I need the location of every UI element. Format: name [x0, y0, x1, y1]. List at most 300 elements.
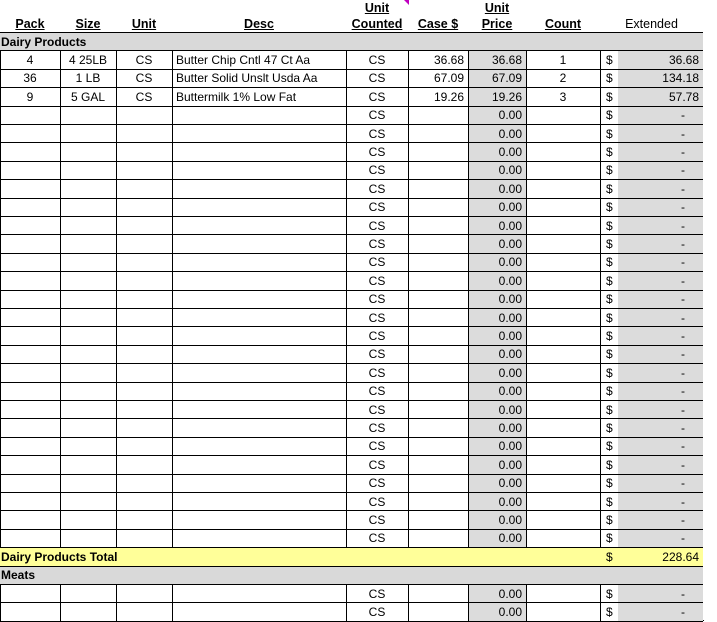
grid-line	[468, 199, 469, 216]
grid-line	[172, 401, 173, 418]
grid-line	[526, 88, 527, 105]
grid-line	[116, 180, 117, 197]
grid-line	[600, 585, 601, 602]
empty-item-row	[0, 530, 703, 548]
pack-cell[interactable]: 36	[23, 71, 37, 86]
grid-line	[346, 475, 347, 492]
grid-line	[600, 493, 601, 510]
grid-line	[468, 346, 469, 363]
unit-counted-cell[interactable]: CS	[368, 163, 386, 178]
section-meats	[0, 567, 703, 585]
grid-line	[600, 364, 601, 381]
grid-line	[408, 327, 409, 344]
unit-counted-cell[interactable]: CS	[368, 255, 386, 270]
grid-line	[526, 235, 527, 252]
grid-line	[408, 162, 409, 179]
grid-line	[346, 585, 347, 602]
unit-price-cell[interactable]: 67.09	[491, 71, 522, 86]
grid-line	[468, 603, 469, 620]
extended-cell[interactable]: -	[681, 439, 685, 454]
grid-line	[468, 235, 469, 252]
grid-line	[526, 603, 527, 620]
grid-line	[408, 272, 409, 289]
unit-counted-cell[interactable]: CS	[368, 89, 386, 104]
grid-line	[116, 456, 117, 473]
grid-line	[600, 217, 601, 234]
size-cell[interactable]: 5 GAL	[70, 89, 106, 104]
dairy-total-row	[0, 548, 703, 566]
grid-line	[526, 511, 527, 528]
grid-line	[408, 51, 409, 68]
grid-line	[346, 199, 347, 216]
grid-line	[172, 419, 173, 436]
unit-price-cell[interactable]: 0.00	[498, 292, 522, 307]
unit-price-cell[interactable]: 0.00	[498, 605, 522, 620]
unit-counted-cell[interactable]: CS	[368, 439, 386, 454]
grid-line	[346, 401, 347, 418]
unit-counted-cell[interactable]: CS	[368, 237, 386, 252]
col-header-unit-price-line2[interactable]: Price	[481, 17, 513, 31]
dairy-total-value[interactable]: 228.64	[662, 549, 699, 564]
grid-line	[60, 254, 61, 271]
grid-line	[600, 603, 601, 620]
extended-cell[interactable]: -	[681, 329, 685, 344]
grid-line	[0, 511, 1, 528]
empty-item-row	[0, 107, 703, 125]
grid-line	[60, 511, 61, 528]
grid-line	[526, 419, 527, 436]
col-header-unit-counted-line2[interactable]: Counted	[351, 17, 403, 31]
unit-price-cell[interactable]: 36.68	[491, 53, 522, 68]
grid-line	[172, 107, 173, 124]
empty-item-row	[0, 180, 703, 198]
extended-cell[interactable]: -	[681, 347, 685, 362]
grid-line	[600, 401, 601, 418]
grid-line	[0, 235, 1, 252]
empty-item-row	[0, 493, 703, 511]
grid-line	[600, 51, 601, 68]
grid-line	[60, 383, 61, 400]
grid-line	[526, 125, 527, 142]
grid-line	[346, 603, 347, 620]
dollar-sign-cell: $	[606, 605, 613, 620]
unit-price-cell[interactable]: 0.00	[498, 273, 522, 288]
grid-line	[600, 88, 601, 105]
grid-line	[468, 364, 469, 381]
unit-counted-cell[interactable]: CS	[368, 200, 386, 215]
extended-cell[interactable]: -	[681, 421, 685, 436]
grid-line	[60, 88, 61, 105]
grid-line	[116, 364, 117, 381]
grid-line	[468, 511, 469, 528]
case-price-cell[interactable]: 36.68	[433, 53, 464, 68]
unit-counted-cell[interactable]: CS	[368, 531, 386, 546]
col-header-extended[interactable]: Extended	[625, 17, 678, 31]
dollar-sign-cell: $	[606, 365, 613, 380]
desc-cell[interactable]: Buttermilk 1% Low Fat	[176, 89, 297, 104]
grid-line	[468, 125, 469, 142]
grid-line	[408, 291, 409, 308]
unit-price-cell[interactable]: 0.00	[498, 457, 522, 472]
grid-line	[600, 162, 601, 179]
unit-price-cell[interactable]: 0.00	[498, 181, 522, 196]
unit-counted-cell[interactable]: CS	[368, 181, 386, 196]
unit-price-cell[interactable]: 0.00	[498, 476, 522, 491]
grid-line	[408, 143, 409, 160]
grid-line	[346, 493, 347, 510]
grid-line	[346, 364, 347, 381]
grid-line	[172, 309, 173, 326]
unit-counted-cell[interactable]: CS	[368, 457, 386, 472]
unit-price-cell[interactable]: 0.00	[498, 329, 522, 344]
grid-line	[172, 511, 173, 528]
unit-counted-cell[interactable]: CS	[368, 329, 386, 344]
unit-price-cell[interactable]: 0.00	[498, 310, 522, 325]
section-meats-title[interactable]: Meats	[1, 568, 36, 583]
dollar-sign-cell: $	[606, 586, 613, 601]
col-header-case-price[interactable]: Case $	[417, 17, 459, 31]
grid-line	[0, 143, 1, 160]
count-cell[interactable]: 3	[559, 89, 567, 104]
grid-line	[600, 456, 601, 473]
unit-counted-cell[interactable]: CS	[368, 421, 386, 436]
count-cell[interactable]: 2	[559, 71, 567, 86]
unit-counted-cell[interactable]: CS	[368, 605, 386, 620]
grid-line	[346, 530, 347, 547]
grid-line	[172, 88, 173, 105]
grid-line	[346, 143, 347, 160]
unit-price-cell[interactable]: 19.26	[491, 89, 522, 104]
unit-counted-cell[interactable]: CS	[368, 145, 386, 160]
grid-line	[60, 419, 61, 436]
grid-line	[600, 70, 601, 87]
grid-line	[468, 383, 469, 400]
grid-line	[0, 383, 1, 400]
grid-line	[468, 88, 469, 105]
dollar-sign-cell: $	[606, 384, 613, 399]
case-price-cell[interactable]: 67.09	[433, 71, 464, 86]
grid-line	[408, 88, 409, 105]
grid-line	[0, 180, 1, 197]
pack-cell[interactable]: 4	[26, 53, 34, 68]
grid-line	[408, 364, 409, 381]
unit-price-cell[interactable]: 0.00	[498, 513, 522, 528]
grid-line	[526, 364, 527, 381]
col-header-desc[interactable]: Desc	[244, 17, 274, 31]
extended-cell[interactable]: -	[681, 145, 685, 160]
unit-cell[interactable]: CS	[135, 89, 153, 104]
grid-line	[600, 419, 601, 436]
extended-cell[interactable]: 57.78	[668, 89, 699, 104]
grid-line	[600, 107, 601, 124]
extended-cell[interactable]: -	[681, 126, 685, 141]
grid-line	[408, 493, 409, 510]
unit-price-cell[interactable]: 0.00	[498, 384, 522, 399]
dollar-sign-cell: $	[606, 200, 613, 215]
extended-cell[interactable]: -	[681, 384, 685, 399]
desc-cell[interactable]: Butter Chip Cntl 47 Ct Aa	[176, 53, 311, 68]
extended-cell[interactable]: -	[681, 494, 685, 509]
unit-counted-cell[interactable]: CS	[368, 384, 386, 399]
grid-line	[346, 272, 347, 289]
grid-line	[116, 309, 117, 326]
unit-counted-cell[interactable]: CS	[368, 53, 386, 68]
size-cell[interactable]: 4 25LB	[68, 53, 108, 68]
dollar-sign-cell: $	[606, 108, 613, 123]
grid-line	[172, 530, 173, 547]
grid-line	[172, 364, 173, 381]
grid-line	[116, 235, 117, 252]
grid-line	[60, 438, 61, 455]
unit-cell[interactable]: CS	[135, 71, 153, 86]
unit-price-cell[interactable]: 0.00	[498, 421, 522, 436]
unit-counted-cell[interactable]: CS	[368, 476, 386, 491]
unit-counted-cell[interactable]: CS	[368, 218, 386, 233]
grid-line	[346, 346, 347, 363]
grid-line	[116, 51, 117, 68]
empty-item-row	[0, 309, 703, 327]
empty-item-row	[0, 419, 703, 437]
grid-line	[468, 70, 469, 87]
grid-line	[468, 438, 469, 455]
grid-line	[116, 511, 117, 528]
extended-cell[interactable]: -	[681, 108, 685, 123]
grid-line	[60, 180, 61, 197]
extended-cell[interactable]: -	[681, 200, 685, 215]
extended-cell[interactable]: -	[681, 255, 685, 270]
grid-line	[116, 254, 117, 271]
grid-line	[172, 70, 173, 87]
extended-cell[interactable]: -	[681, 237, 685, 252]
grid-line	[468, 51, 469, 68]
unit-price-cell[interactable]: 0.00	[498, 145, 522, 160]
extended-cell[interactable]: -	[681, 273, 685, 288]
col-header-unit-counted-line1[interactable]: Unit	[364, 1, 390, 15]
unit-counted-cell[interactable]: CS	[368, 513, 386, 528]
grid-line	[408, 254, 409, 271]
unit-counted-cell[interactable]: CS	[368, 71, 386, 86]
grid-line	[60, 585, 61, 602]
unit-price-cell[interactable]: 0.00	[498, 439, 522, 454]
item-row	[0, 88, 703, 106]
unit-cell[interactable]: CS	[135, 53, 153, 68]
grid-line	[0, 419, 1, 436]
grid-line	[60, 456, 61, 473]
grid-line	[172, 125, 173, 142]
extended-cell[interactable]: -	[681, 531, 685, 546]
grid-line	[408, 438, 409, 455]
dollar-sign-cell: $	[606, 163, 613, 178]
dollar-sign-cell: $	[606, 494, 613, 509]
pack-cell[interactable]: 9	[26, 89, 34, 104]
dollar-sign-cell: $	[606, 126, 613, 141]
empty-item-row	[0, 364, 703, 382]
extended-cell[interactable]: -	[681, 310, 685, 325]
grid-line	[0, 107, 1, 124]
extended-cell[interactable]: 134.18	[662, 71, 699, 86]
grid-line	[0, 603, 1, 620]
grid-line	[526, 456, 527, 473]
grid-line	[526, 217, 527, 234]
section-dairy-products-title[interactable]: Dairy Products	[1, 34, 87, 49]
grid-line	[172, 162, 173, 179]
extended-cell[interactable]: -	[681, 365, 685, 380]
grid-line	[346, 309, 347, 326]
grid-line	[468, 401, 469, 418]
dollar-sign-cell: $	[606, 347, 613, 362]
grid-line	[408, 401, 409, 418]
sheet-right-edge	[703, 0, 717, 620]
empty-item-row	[0, 401, 703, 419]
unit-counted-cell[interactable]: CS	[368, 586, 386, 601]
unit-price-cell[interactable]: 0.00	[498, 218, 522, 233]
count-cell[interactable]: 1	[559, 53, 567, 68]
unit-price-cell[interactable]: 0.00	[498, 163, 522, 178]
grid-line	[468, 475, 469, 492]
extended-cell[interactable]: -	[681, 513, 685, 528]
grid-line	[172, 180, 173, 197]
grid-line	[600, 254, 601, 271]
grid-line	[526, 199, 527, 216]
grid-line	[468, 180, 469, 197]
dollar-sign-cell: $	[606, 273, 613, 288]
grid-line	[346, 70, 347, 87]
grid-line	[172, 438, 173, 455]
extended-cell[interactable]: -	[681, 163, 685, 178]
grid-line	[172, 346, 173, 363]
grid-line	[60, 364, 61, 381]
dollar-sign-cell: $	[606, 218, 613, 233]
desc-cell[interactable]: Butter Solid Unslt Usda Aa	[176, 71, 318, 86]
grid-line	[600, 475, 601, 492]
col-header-pack[interactable]: Pack	[15, 17, 45, 31]
grid-line	[468, 327, 469, 344]
extended-cell[interactable]: -	[681, 181, 685, 196]
grid-line	[0, 438, 1, 455]
grid-line	[116, 383, 117, 400]
grid-line	[408, 180, 409, 197]
extended-cell[interactable]: -	[681, 586, 685, 601]
grid-line	[468, 107, 469, 124]
empty-item-row	[0, 327, 703, 345]
grid-line	[408, 603, 409, 620]
grid-line	[468, 143, 469, 160]
unit-counted-cell[interactable]: CS	[368, 365, 386, 380]
grid-line	[468, 272, 469, 289]
comment-indicator-icon[interactable]	[404, 0, 409, 5]
unit-counted-cell[interactable]: CS	[368, 108, 386, 123]
extended-cell[interactable]: -	[681, 292, 685, 307]
col-header-size[interactable]: Size	[75, 17, 101, 31]
grid-line	[60, 603, 61, 620]
unit-price-cell[interactable]: 0.00	[498, 494, 522, 509]
unit-price-cell[interactable]: 0.00	[498, 586, 522, 601]
extended-cell[interactable]: -	[681, 218, 685, 233]
empty-item-row	[0, 254, 703, 272]
empty-item-row	[0, 143, 703, 161]
unit-price-cell[interactable]: 0.00	[498, 347, 522, 362]
grid-line	[346, 180, 347, 197]
extended-cell[interactable]: -	[681, 605, 685, 620]
grid-line	[0, 88, 1, 105]
unit-price-cell[interactable]: 0.00	[498, 126, 522, 141]
grid-line	[468, 291, 469, 308]
empty-item-row	[0, 291, 703, 309]
unit-price-cell[interactable]: 0.00	[498, 108, 522, 123]
item-row	[0, 51, 703, 69]
unit-counted-cell[interactable]: CS	[368, 292, 386, 307]
grid-line	[0, 456, 1, 473]
col-header-count[interactable]: Count	[544, 17, 582, 31]
extended-cell[interactable]: -	[681, 457, 685, 472]
unit-price-cell[interactable]: 0.00	[498, 531, 522, 546]
grid-line	[0, 199, 1, 216]
case-price-cell[interactable]: 19.26	[433, 89, 464, 104]
grid-line	[526, 309, 527, 326]
grid-line	[60, 272, 61, 289]
grid-line	[468, 309, 469, 326]
grid-line	[60, 162, 61, 179]
grid-line	[346, 456, 347, 473]
extended-cell[interactable]: 36.68	[668, 53, 699, 68]
unit-counted-cell[interactable]: CS	[368, 126, 386, 141]
grid-line	[172, 235, 173, 252]
grid-line	[172, 456, 173, 473]
grid-line	[116, 530, 117, 547]
grid-line	[600, 272, 601, 289]
unit-counted-cell[interactable]: CS	[368, 494, 386, 509]
grid-line	[172, 603, 173, 620]
grid-line	[116, 585, 117, 602]
grid-line	[600, 291, 601, 308]
empty-item-row	[0, 162, 703, 180]
unit-price-cell[interactable]: 0.00	[498, 255, 522, 270]
grid-line	[60, 493, 61, 510]
grid-line	[600, 143, 601, 160]
col-header-unit[interactable]: Unit	[131, 17, 157, 31]
empty-item-row	[0, 217, 703, 235]
empty-item-row	[0, 199, 703, 217]
grid-line	[526, 383, 527, 400]
grid-line	[0, 327, 1, 344]
unit-counted-cell[interactable]: CS	[368, 273, 386, 288]
empty-item-row	[0, 585, 703, 603]
col-header-unit-price-line1[interactable]: Unit	[484, 1, 510, 15]
grid-line	[526, 143, 527, 160]
size-cell[interactable]: 1 LB	[75, 71, 101, 86]
grid-line	[346, 162, 347, 179]
grid-line	[408, 456, 409, 473]
unit-price-cell[interactable]: 0.00	[498, 365, 522, 380]
unit-counted-cell[interactable]: CS	[368, 347, 386, 362]
extended-cell[interactable]: -	[681, 402, 685, 417]
grid-line	[468, 493, 469, 510]
grid-line	[408, 530, 409, 547]
grid-line	[0, 309, 1, 326]
unit-price-cell[interactable]: 0.00	[498, 402, 522, 417]
unit-counted-cell[interactable]: CS	[368, 402, 386, 417]
unit-counted-cell[interactable]: CS	[368, 310, 386, 325]
grid-line	[116, 125, 117, 142]
grid-line	[116, 162, 117, 179]
unit-price-cell[interactable]: 0.00	[498, 200, 522, 215]
dollar-sign-cell: $	[606, 421, 613, 436]
dollar-sign-cell: $	[606, 457, 613, 472]
unit-price-cell[interactable]: 0.00	[498, 237, 522, 252]
extended-cell[interactable]: -	[681, 476, 685, 491]
grid-line	[60, 51, 61, 68]
dollar-sign-cell: $	[606, 255, 613, 270]
